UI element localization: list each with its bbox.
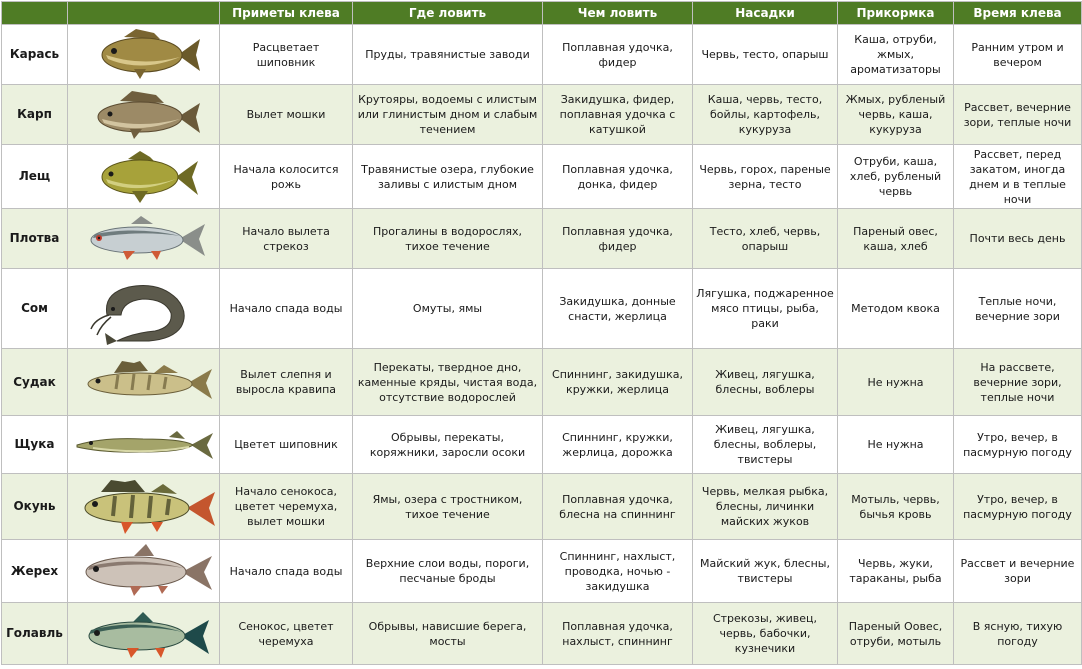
header-name: [2, 2, 68, 25]
fish-image: [68, 474, 220, 540]
time-cell: Рассвет, вечерние зори, теплые ночи: [954, 85, 1082, 145]
header-signs: Приметы клева: [220, 2, 353, 25]
where-cell: Травянистые озера, глубокие заливы с илистым дном: [353, 145, 543, 209]
signs-cell: Начало вылета стрекоз: [220, 209, 353, 269]
time-cell: В ясную, тихую погоду: [954, 603, 1082, 665]
time-cell: На рассвете, вечерние зори, теплые ночи: [954, 349, 1082, 416]
fish-name: Жерех: [2, 540, 68, 603]
groundbait-cell: Каша, отруби, жмых, ароматизаторы: [838, 25, 954, 85]
where-cell: Крутояры, водоемы с илистым или глинистым дном и слабым течением: [353, 85, 543, 145]
fish-name: Лещ: [2, 145, 68, 209]
table-row: [2, 269, 1082, 349]
table-row: [2, 416, 1082, 474]
signs-cell: Цветет шиповник: [220, 416, 353, 474]
gear-cell: Поплавная удочка, фидер: [543, 209, 693, 269]
groundbait-cell: Мотыль, червь, бычья кровь: [838, 474, 954, 540]
bait-cell: Стрекозы, живец, червь, бабочки, кузнечики: [693, 603, 838, 665]
where-cell: Обрывы, перекаты, коряжники, заросли осоки: [353, 416, 543, 474]
fish-image: [68, 85, 220, 145]
gear-cell: Поплавная удочка, нахлыст, спиннинг: [543, 603, 693, 665]
bait-cell: Тесто, хлеб, червь, опарыш: [693, 209, 838, 269]
table-row: [2, 540, 1082, 603]
bream-icon: [84, 149, 204, 205]
fish-name: Голавль: [2, 603, 68, 665]
table-row: [2, 209, 1082, 269]
where-cell: Ямы, озера с тростником, тихое течение: [353, 474, 543, 540]
groundbait-cell: Методом квока: [838, 269, 954, 349]
perch-icon: [71, 478, 217, 536]
roach-icon: [79, 214, 209, 264]
fish-name: Плотва: [2, 209, 68, 269]
bait-cell: Лягушка, поджаренное мясо птицы, рыба, раки: [693, 269, 838, 349]
where-cell: Перекаты, твердное дно, каменные кряды, чистая вода, отсутствие водорослей: [353, 349, 543, 416]
groundbait-cell: Не нужна: [838, 349, 954, 416]
groundbait-cell: Пареный овес, каша, хлеб: [838, 209, 954, 269]
bait-cell: Живец, лягушка, блесны, воблеры, твистеры: [693, 416, 838, 474]
table-row: [2, 145, 1082, 209]
header-time: Время клева: [954, 2, 1082, 25]
gear-cell: Поплавная удочка, фидер: [543, 25, 693, 85]
signs-cell: Сенокос, цветет черемуха: [220, 603, 353, 665]
asp-icon: [74, 542, 214, 600]
table-row: [2, 474, 1082, 540]
gear-cell: Закидушка, фидер, поплавная удочка с катушкой: [543, 85, 693, 145]
groundbait-cell: Пареный Оовес, отруби, мотыль: [838, 603, 954, 665]
time-cell: Почти весь день: [954, 209, 1082, 269]
fish-image: [68, 209, 220, 269]
header-gear: Чем ловить: [543, 2, 693, 25]
groundbait-cell: Червь, жуки, тараканы, рыба: [838, 540, 954, 603]
signs-cell: Начало спада воды: [220, 269, 353, 349]
fish-image: [68, 349, 220, 416]
table-row: [2, 603, 1082, 665]
header-image: [68, 2, 220, 25]
fish-table: [1, 1, 1082, 665]
signs-cell: Вылет слепня и выросла кравипа: [220, 349, 353, 416]
bait-cell: Червь, тесто, опарыш: [693, 25, 838, 85]
bait-cell: Майский жук, блесны, твистеры: [693, 540, 838, 603]
gear-cell: Спиннинг, закидушка, кружки, жерлица: [543, 349, 693, 416]
gear-cell: Закидушка, донные снасти, жерлица: [543, 269, 693, 349]
table-row: [2, 349, 1082, 416]
signs-cell: Начало спада воды: [220, 540, 353, 603]
gear-cell: Спиннинг, нахлыст, проводка, ночью - закидушка: [543, 540, 693, 603]
carp-icon: [84, 87, 204, 143]
where-cell: Обрывы, нависшие берега, мосты: [353, 603, 543, 665]
bait-cell: Червь, горох, пареные зерна, тесто: [693, 145, 838, 209]
gear-cell: Поплавная удочка, донка, фидер: [543, 145, 693, 209]
table-row: [2, 85, 1082, 145]
signs-cell: Начало сенокоса, цветет черемуха, вылет мошки: [220, 474, 353, 540]
time-cell: Рассвет и вечерние зори: [954, 540, 1082, 603]
crucian-carp-icon: [84, 27, 204, 83]
fish-image: [68, 145, 220, 209]
groundbait-cell: Не нужна: [838, 416, 954, 474]
fish-name: Карась: [2, 25, 68, 85]
fish-image: [68, 25, 220, 85]
zander-icon: [74, 357, 214, 407]
chub-icon: [77, 608, 211, 660]
pike-icon: [73, 425, 215, 465]
time-cell: Утро, вечер, в пасмурную погоду: [954, 416, 1082, 474]
table-body: [2, 25, 1082, 665]
where-cell: Омуты, ямы: [353, 269, 543, 349]
time-cell: Рассвет, перед закатом, иногда днем и в теплые ночи: [954, 145, 1082, 209]
groundbait-cell: Жмых, рубленый червь, каша, кукуруза: [838, 85, 954, 145]
gear-cell: Поплавная удочка, блесна на спиннинг: [543, 474, 693, 540]
fish-image: [68, 269, 220, 349]
signs-cell: Вылет мошки: [220, 85, 353, 145]
bait-cell: Червь, мелкая рыбка, блесны, личинки майских жуков: [693, 474, 838, 540]
bait-cell: Каша, червь, тесто, бойлы, картофель, кукуруза: [693, 85, 838, 145]
fish-image: [68, 540, 220, 603]
fish-name: Судак: [2, 349, 68, 416]
header-groundbait: Прикормка: [838, 2, 954, 25]
where-cell: Пруды, травянистые заводи: [353, 25, 543, 85]
header-bait: Насадки: [693, 2, 838, 25]
signs-cell: Начала колосится рожь: [220, 145, 353, 209]
time-cell: Ранним утром и вечером: [954, 25, 1082, 85]
fish-name: Сом: [2, 269, 68, 349]
bait-cell: Живец, лягушка, блесны, воблеры: [693, 349, 838, 416]
header-row: [2, 2, 1082, 25]
fish-image: [68, 416, 220, 474]
fish-name: Щука: [2, 416, 68, 474]
table-row: [2, 25, 1082, 85]
time-cell: Утро, вечер, в пасмурную погоду: [954, 474, 1082, 540]
fish-name: Карп: [2, 85, 68, 145]
header-where: Где ловить: [353, 2, 543, 25]
fish-name: Окунь: [2, 474, 68, 540]
signs-cell: Расцветает шиповник: [220, 25, 353, 85]
gear-cell: Спиннинг, кружки, жерлица, дорожка: [543, 416, 693, 474]
catfish-icon: [89, 271, 199, 347]
where-cell: Прогалины в водорослях, тихое течение: [353, 209, 543, 269]
fish-image: [68, 603, 220, 665]
groundbait-cell: Отруби, каша, хлеб, рубленый червь: [838, 145, 954, 209]
where-cell: Верхние слои воды, пороги, песчаные броды: [353, 540, 543, 603]
time-cell: Теплые ночи, вечерние зори: [954, 269, 1082, 349]
